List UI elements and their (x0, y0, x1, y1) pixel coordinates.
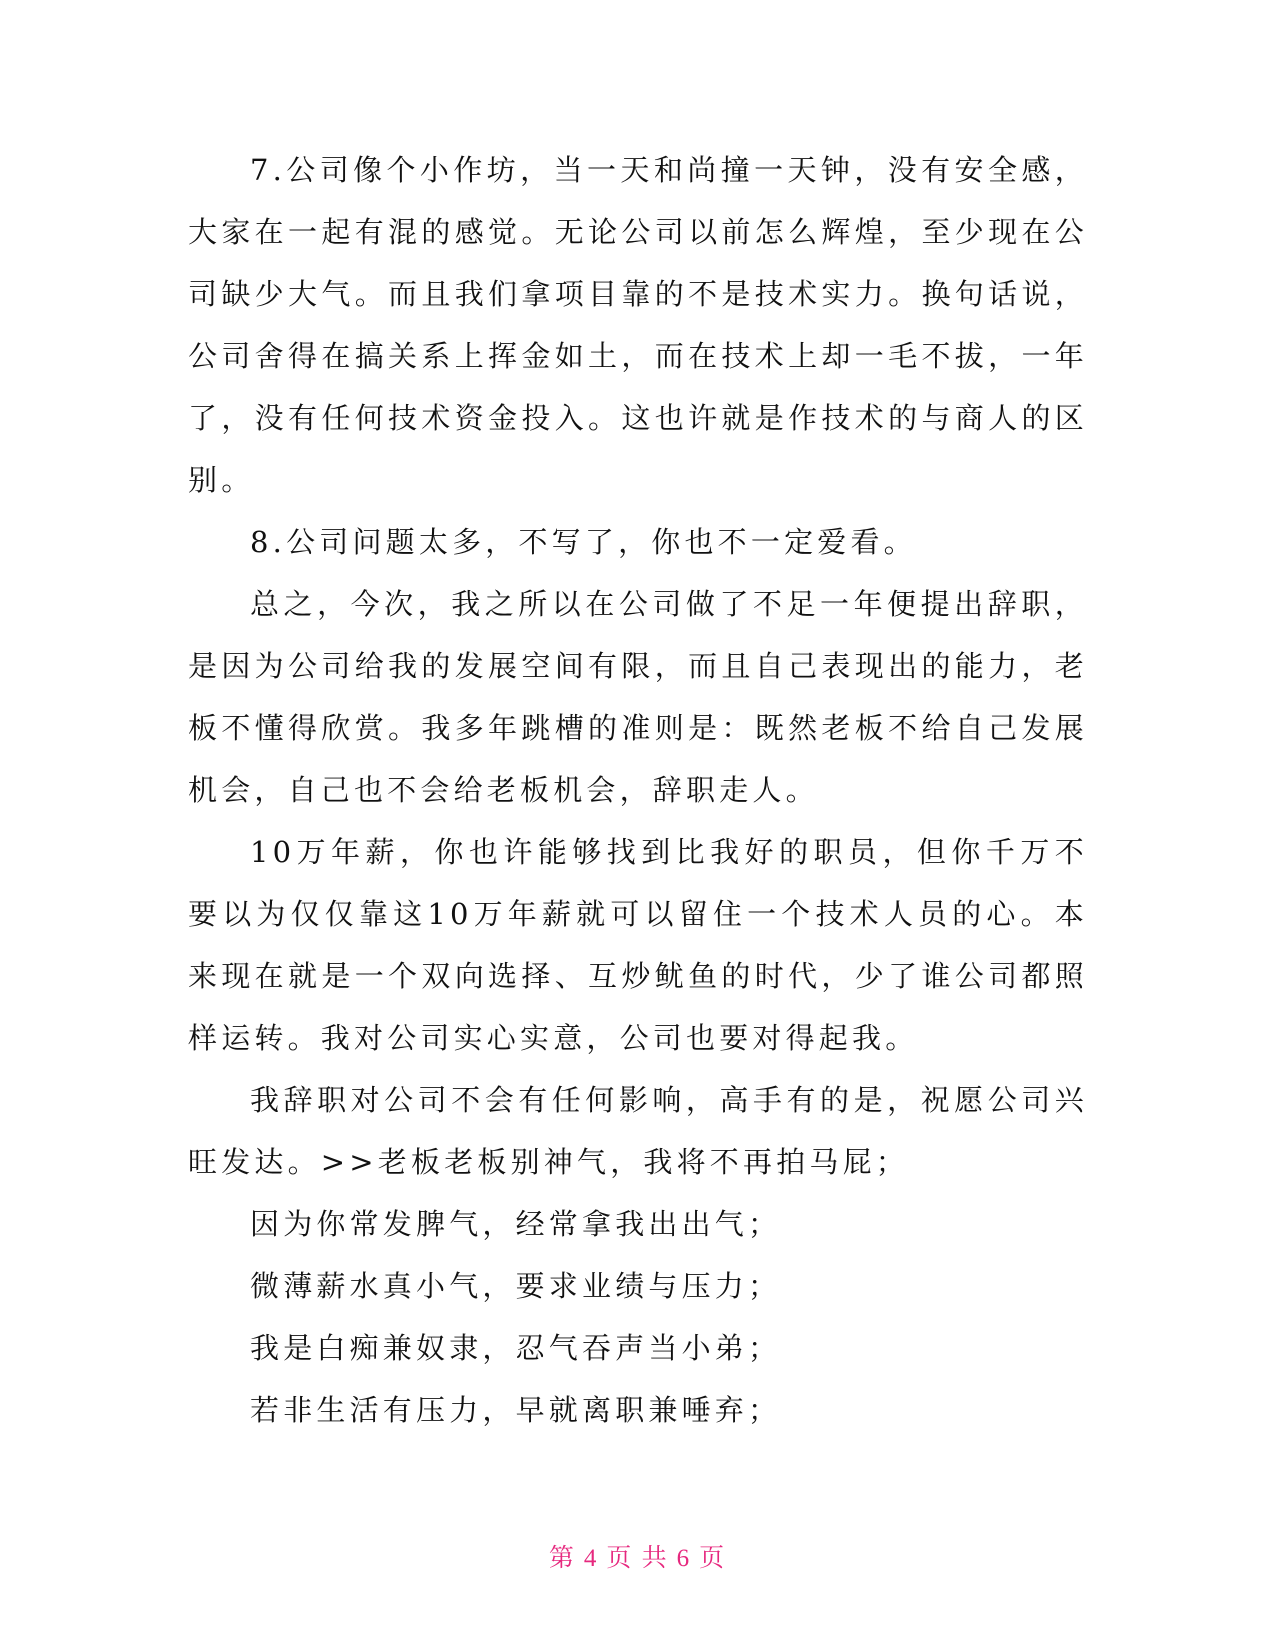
paragraph-resignation: 我辞职对公司不会有任何影响，高手有的是，祝愿公司兴旺发达。>>老板老板别神气，我将不再拍马屁； (188, 1083, 1088, 1179)
paragraph-item-8: 8.公司问题太多，不写了，你也不一定爱看。 (250, 525, 917, 559)
footer-middle: 页 共 (606, 1545, 669, 1572)
document-body (188, 139, 1088, 1441)
footer-total-pages: 6 (676, 1545, 692, 1572)
verse-line-1: 因为你常发脾气，经常拿我出出气； (250, 1207, 782, 1241)
footer-prefix: 第 (548, 1545, 576, 1572)
footer-current-page: 4 (583, 1545, 599, 1572)
page-number-footer (0, 1538, 1275, 1574)
paragraph-item-7: 7.公司像个小作坊，当一天和尚撞一天钟，没有安全感，大家在一起有混的感觉。无论公司以前怎么辉煌，至少现在公司缺少大气。而且我们拿项目靠的不是技术实力。换句话说，公司舍得在搞关系上挥金如土，而在技术上却一毛不拔，一年了，没有任何技术资金投入。这也许就是作技术的与商人的区别。 (188, 153, 1088, 497)
footer-suffix: 页 (699, 1545, 727, 1572)
verse-line-2: 微薄薪水真小气，要求业绩与压力； (250, 1269, 782, 1303)
paragraph-summary: 总之，今次，我之所以在公司做了不足一年便提出辞职，是因为公司给我的发展空间有限，而且自己表现出的能力，老板不懂得欣赏。我多年跳槽的准则是：既然老板不给自己发展机会，自己也不会给老板机会，辞职走人。 (188, 587, 1088, 807)
verse-line-4: 若非生活有压力，早就离职兼唾弃； (250, 1393, 782, 1427)
paragraph-salary: 10万年薪，你也许能够找到比我好的职员，但你千万不要以为仅仅靠这10万年薪就可以留住一个技术人员的心。本来现在就是一个双向选择、互炒鱿鱼的时代，少了谁公司都照样运转。我对公司实心实意，公司也要对得起我。 (188, 835, 1088, 1055)
verse-line-3: 我是白痴兼奴隶，忍气吞声当小弟； (250, 1331, 782, 1365)
